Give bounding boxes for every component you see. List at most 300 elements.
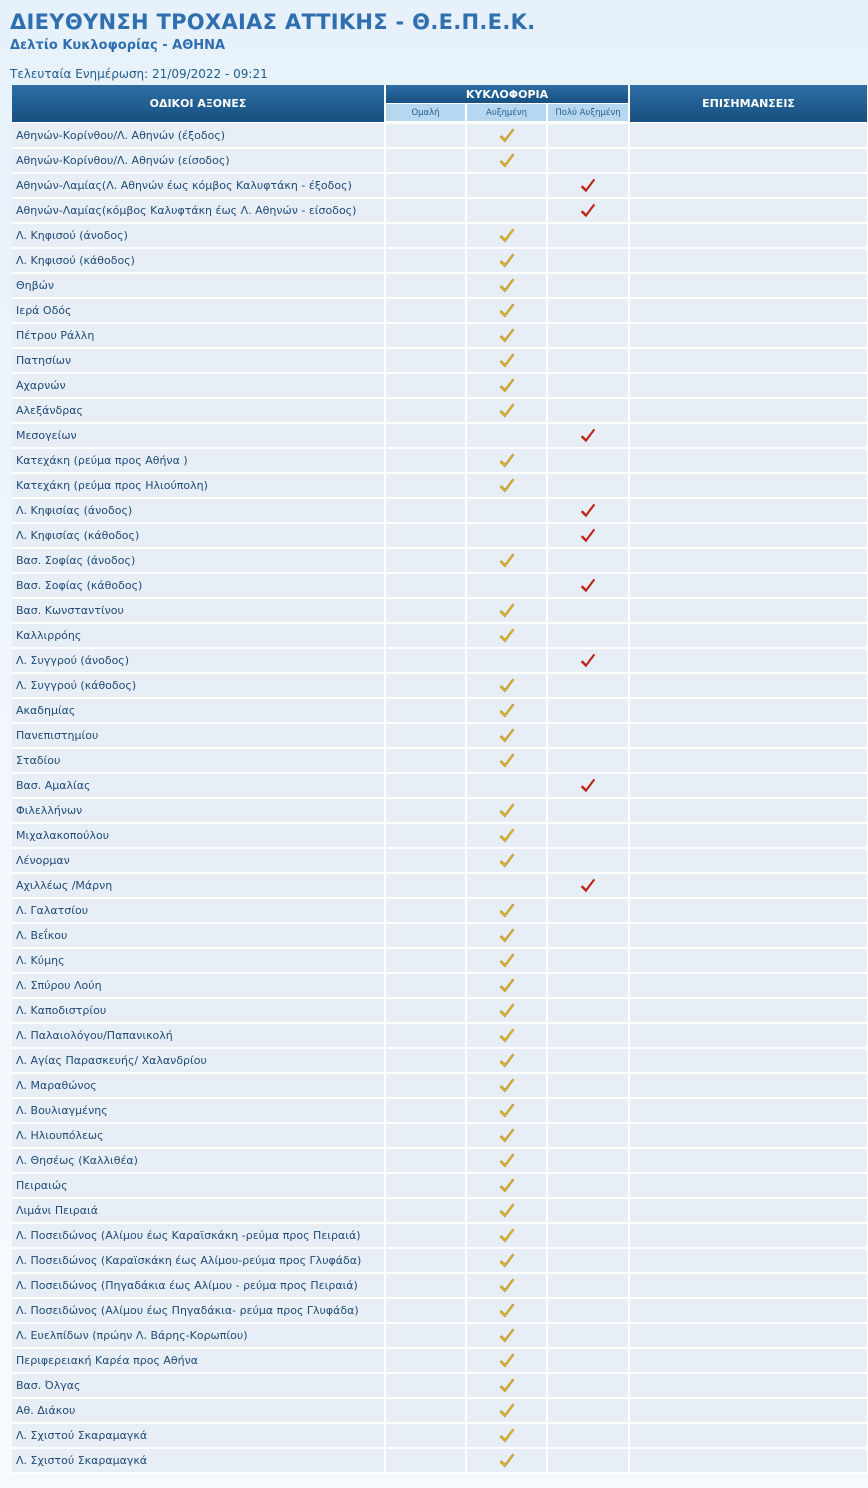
notes-cell xyxy=(629,323,868,348)
page-title: ΔΙΕΥΘΥΝΣΗ ΤΡΟΧΑΙΑΣ ΑΤΤΙΚΗΣ - Θ.Ε.Π.Ε.Κ. xyxy=(10,10,536,34)
subheader-normal: Ομαλή xyxy=(385,104,466,123)
traffic-cell-normal xyxy=(385,1423,466,1448)
table-row xyxy=(12,748,868,773)
traffic-cell-very-increased xyxy=(547,123,629,149)
notes-cell xyxy=(629,1223,868,1248)
table-row xyxy=(12,998,868,1023)
yellow-check-icon xyxy=(498,727,516,745)
yellow-check-icon xyxy=(498,1077,516,1095)
traffic-cell-very-increased xyxy=(547,1148,629,1173)
traffic-cell-normal xyxy=(385,298,466,323)
road-name: Μιχαλακοπούλου xyxy=(12,823,385,848)
table-row xyxy=(12,1023,868,1048)
traffic-cell-increased xyxy=(466,1298,547,1323)
table-row xyxy=(12,1048,868,1073)
yellow-check-icon xyxy=(498,752,516,770)
road-name: Πατησίων xyxy=(12,348,385,373)
traffic-cell-increased xyxy=(466,123,547,149)
traffic-cell-normal xyxy=(385,398,466,423)
road-name: Λ. Βουλιαγμένης xyxy=(12,1098,385,1123)
traffic-cell-very-increased xyxy=(547,1298,629,1323)
traffic-cell-very-increased xyxy=(547,1348,629,1373)
traffic-cell-increased xyxy=(466,1348,547,1373)
yellow-check-icon xyxy=(498,852,516,870)
traffic-cell-very-increased xyxy=(547,648,629,673)
red-check-icon xyxy=(579,877,597,895)
traffic-cell-normal xyxy=(385,1223,466,1248)
traffic-cell-increased xyxy=(466,323,547,348)
last-update-label: Τελευταία Ενημέρωση: xyxy=(10,67,149,81)
road-name: Πανεπιστημίου xyxy=(12,723,385,748)
yellow-check-icon xyxy=(498,602,516,620)
traffic-cell-normal xyxy=(385,1023,466,1048)
traffic-cell-normal xyxy=(385,1348,466,1373)
notes-cell xyxy=(629,923,868,948)
column-header-traffic: ΚΥΚΛΟΦΟΡΙΑ xyxy=(385,85,629,104)
traffic-cell-very-increased xyxy=(547,1223,629,1248)
table-row xyxy=(12,298,868,323)
road-name: Λ. Συγγρού (άνοδος) xyxy=(12,648,385,673)
notes-cell xyxy=(629,823,868,848)
traffic-cell-normal xyxy=(385,598,466,623)
traffic-cell-normal xyxy=(385,1248,466,1273)
traffic-cell-very-increased xyxy=(547,198,629,223)
road-name: Βασ. Αμαλίας xyxy=(12,773,385,798)
notes-cell xyxy=(629,198,868,223)
table-row xyxy=(12,898,868,923)
traffic-cell-normal xyxy=(385,448,466,473)
road-name: Κατεχάκη (ρεύμα προς Ηλιούπολη) xyxy=(12,473,385,498)
traffic-cell-normal xyxy=(385,523,466,548)
traffic-cell-increased xyxy=(466,348,547,373)
traffic-cell-very-increased xyxy=(547,298,629,323)
traffic-cell-very-increased xyxy=(547,1098,629,1123)
table-row xyxy=(12,598,868,623)
traffic-cell-normal xyxy=(385,1098,466,1123)
yellow-check-icon xyxy=(498,1027,516,1045)
traffic-cell-increased xyxy=(466,373,547,398)
yellow-check-icon xyxy=(498,1352,516,1370)
table-row xyxy=(12,123,868,149)
road-name: Πειραιώς xyxy=(12,1173,385,1198)
table-row xyxy=(12,1198,868,1223)
yellow-check-icon xyxy=(498,1127,516,1145)
traffic-cell-very-increased xyxy=(547,348,629,373)
notes-cell xyxy=(629,873,868,898)
page-subtitle: Δελτίο Κυκλοφορίας - ΑΘΗΝΑ xyxy=(10,38,226,53)
traffic-cell-very-increased xyxy=(547,948,629,973)
traffic-cell-normal xyxy=(385,1273,466,1298)
traffic-rows xyxy=(12,123,868,1474)
road-name: Βασ. Σοφίας (άνοδος) xyxy=(12,548,385,573)
traffic-cell-increased xyxy=(466,798,547,823)
yellow-check-icon xyxy=(498,827,516,845)
yellow-check-icon xyxy=(498,327,516,345)
traffic-cell-very-increased xyxy=(547,1198,629,1223)
traffic-cell-very-increased xyxy=(547,723,629,748)
traffic-cell-normal xyxy=(385,698,466,723)
traffic-cell-normal xyxy=(385,1148,466,1173)
notes-cell xyxy=(629,473,868,498)
traffic-cell-very-increased xyxy=(547,1373,629,1398)
yellow-check-icon xyxy=(498,402,516,420)
traffic-cell-normal xyxy=(385,1323,466,1348)
traffic-cell-normal xyxy=(385,1048,466,1073)
traffic-cell-increased xyxy=(466,548,547,573)
notes-cell xyxy=(629,423,868,448)
table-row xyxy=(12,423,868,448)
traffic-cell-increased xyxy=(466,298,547,323)
road-name: Αχιλλέως /Μάρνη xyxy=(12,873,385,898)
traffic-cell-normal xyxy=(385,273,466,298)
traffic-cell-increased xyxy=(466,573,547,598)
road-name: Λ. Κηφισίας (κάθοδος) xyxy=(12,523,385,548)
traffic-cell-increased xyxy=(466,448,547,473)
traffic-cell-increased xyxy=(466,1398,547,1423)
notes-cell xyxy=(629,973,868,998)
yellow-check-icon xyxy=(498,802,516,820)
table-row xyxy=(12,1073,868,1098)
notes-cell xyxy=(629,1348,868,1373)
traffic-cell-normal xyxy=(385,648,466,673)
road-name: Λ. Κηφισού (κάθοδος) xyxy=(12,248,385,273)
yellow-check-icon xyxy=(498,1377,516,1395)
traffic-cell-very-increased xyxy=(547,598,629,623)
table-row xyxy=(12,1323,868,1348)
yellow-check-icon xyxy=(498,952,516,970)
road-name: Μεσογείων xyxy=(12,423,385,448)
notes-cell xyxy=(629,398,868,423)
subheader-very-increased: Πολύ Αυξημένη xyxy=(547,104,629,123)
road-name: Αθηνών-Λαμίας(κόμβος Καλυφτάκη έως Λ. Αθηνών - είσοδος) xyxy=(12,198,385,223)
table-row xyxy=(12,823,868,848)
yellow-check-icon xyxy=(498,902,516,920)
table-row xyxy=(12,173,868,198)
notes-cell xyxy=(629,723,868,748)
red-check-icon xyxy=(579,177,597,195)
traffic-cell-normal xyxy=(385,623,466,648)
red-check-icon xyxy=(579,652,597,670)
traffic-cell-increased xyxy=(466,748,547,773)
traffic-cell-very-increased xyxy=(547,1023,629,1048)
traffic-cell-very-increased xyxy=(547,898,629,923)
table-row xyxy=(12,223,868,248)
last-update-value: 21/09/2022 - 09:21 xyxy=(152,67,268,81)
yellow-check-icon xyxy=(498,1202,516,1220)
notes-cell xyxy=(629,573,868,598)
traffic-cell-normal xyxy=(385,148,466,173)
road-name: Λ. Ευελπίδων (πρώην Λ. Βάρης-Κορωπίου) xyxy=(12,1323,385,1348)
notes-cell xyxy=(629,648,868,673)
table-row xyxy=(12,698,868,723)
notes-cell xyxy=(629,1148,868,1173)
notes-cell xyxy=(629,373,868,398)
traffic-cell-normal xyxy=(385,998,466,1023)
road-name: Λένορμαν xyxy=(12,848,385,873)
road-name: Λ. Ποσειδώνος (Αλίμου έως Πηγαδάκια- ρεύμα προς Γλυφάδα) xyxy=(12,1298,385,1323)
traffic-cell-very-increased xyxy=(547,998,629,1023)
yellow-check-icon xyxy=(498,1152,516,1170)
traffic-cell-increased xyxy=(466,1073,547,1098)
table-row xyxy=(12,148,868,173)
notes-cell xyxy=(629,448,868,473)
yellow-check-icon xyxy=(498,127,516,145)
road-name: Λ. Παλαιολόγου/Παπανικολή xyxy=(12,1023,385,1048)
traffic-cell-increased xyxy=(466,1198,547,1223)
road-name: Λ. Θησέως (Καλλιθέα) xyxy=(12,1148,385,1173)
traffic-cell-increased xyxy=(466,1273,547,1298)
table-row xyxy=(12,1173,868,1198)
traffic-cell-very-increased xyxy=(547,173,629,198)
traffic-cell-very-increased xyxy=(547,273,629,298)
subheader-increased: Αυξημένη xyxy=(466,104,547,123)
table-row xyxy=(12,1423,868,1448)
traffic-cell-increased xyxy=(466,498,547,523)
road-name: Βασ. Σοφίας (κάθοδος) xyxy=(12,573,385,598)
yellow-check-icon xyxy=(498,1402,516,1420)
road-name: Αθηνών-Λαμίας(Λ. Αθηνών έως κόμβος Καλυφτάκη - έξοδος) xyxy=(12,173,385,198)
red-check-icon xyxy=(579,202,597,220)
table-row xyxy=(12,1398,868,1423)
traffic-cell-increased xyxy=(466,223,547,248)
traffic-cell-increased xyxy=(466,1023,547,1048)
traffic-cell-very-increased xyxy=(547,473,629,498)
yellow-check-icon xyxy=(498,1302,516,1320)
notes-cell xyxy=(629,498,868,523)
traffic-cell-normal xyxy=(385,923,466,948)
notes-cell xyxy=(629,748,868,773)
notes-cell xyxy=(629,1048,868,1073)
traffic-cell-very-increased xyxy=(547,973,629,998)
traffic-cell-increased xyxy=(466,598,547,623)
yellow-check-icon xyxy=(498,677,516,695)
traffic-cell-increased xyxy=(466,1123,547,1148)
traffic-cell-increased xyxy=(466,773,547,798)
table-row xyxy=(12,523,868,548)
traffic-cell-normal xyxy=(385,1298,466,1323)
table-row xyxy=(12,948,868,973)
road-name: Αθ. Διάκου xyxy=(12,1398,385,1423)
yellow-check-icon xyxy=(498,227,516,245)
table-row xyxy=(12,248,868,273)
notes-cell xyxy=(629,1423,868,1448)
traffic-cell-very-increased xyxy=(547,1423,629,1448)
table-row xyxy=(12,1248,868,1273)
traffic-cell-normal xyxy=(385,1123,466,1148)
table-row xyxy=(12,973,868,998)
notes-cell xyxy=(629,223,868,248)
traffic-cell-very-increased xyxy=(547,873,629,898)
table-row xyxy=(12,923,868,948)
traffic-cell-normal xyxy=(385,773,466,798)
yellow-check-icon xyxy=(498,477,516,495)
traffic-cell-increased xyxy=(466,1448,547,1473)
traffic-cell-normal xyxy=(385,798,466,823)
table-row xyxy=(12,1223,868,1248)
notes-cell xyxy=(629,598,868,623)
traffic-cell-very-increased xyxy=(547,1048,629,1073)
traffic-cell-very-increased xyxy=(547,1398,629,1423)
table-row xyxy=(12,323,868,348)
traffic-cell-very-increased xyxy=(547,573,629,598)
traffic-cell-very-increased xyxy=(547,798,629,823)
road-name: Λ. Κηφισού (άνοδος) xyxy=(12,223,385,248)
yellow-check-icon xyxy=(498,552,516,570)
traffic-cell-increased xyxy=(466,248,547,273)
notes-cell xyxy=(629,548,868,573)
traffic-cell-increased xyxy=(466,998,547,1023)
table-row xyxy=(12,273,868,298)
traffic-cell-very-increased xyxy=(547,498,629,523)
traffic-cell-very-increased xyxy=(547,248,629,273)
yellow-check-icon xyxy=(498,1002,516,1020)
traffic-cell-increased xyxy=(466,423,547,448)
table-row xyxy=(12,623,868,648)
notes-cell xyxy=(629,798,868,823)
notes-cell xyxy=(629,848,868,873)
traffic-cell-normal xyxy=(385,348,466,373)
road-name: Λ. Σχιστού Σκαραμαγκά xyxy=(12,1448,385,1473)
red-check-icon xyxy=(579,777,597,795)
traffic-cell-normal xyxy=(385,673,466,698)
traffic-cell-increased xyxy=(466,673,547,698)
notes-cell xyxy=(629,123,868,149)
road-name: Λ. Ηλιουπόλεως xyxy=(12,1123,385,1148)
traffic-cell-normal xyxy=(385,1373,466,1398)
traffic-cell-normal xyxy=(385,1198,466,1223)
traffic-cell-very-increased xyxy=(547,923,629,948)
road-name: Λ. Σχιστού Σκαραμαγκά xyxy=(12,1423,385,1448)
notes-cell xyxy=(629,1198,868,1223)
road-name: Λ. Σπύρου Λούη xyxy=(12,973,385,998)
traffic-cell-increased xyxy=(466,1373,547,1398)
traffic-cell-very-increased xyxy=(547,148,629,173)
traffic-cell-normal xyxy=(385,748,466,773)
road-name: Αθηνών-Κορίνθου/Λ. Αθηνών (έξοδος) xyxy=(12,123,385,149)
traffic-cell-very-increased xyxy=(547,848,629,873)
road-name: Βασ. Όλγας xyxy=(12,1373,385,1398)
red-check-icon xyxy=(579,502,597,520)
traffic-cell-normal xyxy=(385,123,466,149)
road-name: Θηβών xyxy=(12,273,385,298)
traffic-cell-increased xyxy=(466,148,547,173)
notes-cell xyxy=(629,698,868,723)
yellow-check-icon xyxy=(498,452,516,470)
road-name: Λιμάνι Πειραιά xyxy=(12,1198,385,1223)
traffic-cell-increased xyxy=(466,648,547,673)
table-row xyxy=(12,573,868,598)
traffic-cell-increased xyxy=(466,198,547,223)
traffic-cell-very-increased xyxy=(547,698,629,723)
traffic-cell-increased xyxy=(466,173,547,198)
road-name: Καλλιρρόης xyxy=(12,623,385,648)
traffic-cell-normal xyxy=(385,473,466,498)
traffic-cell-normal xyxy=(385,1073,466,1098)
road-name: Κατεχάκη (ρεύμα προς Αθήνα ) xyxy=(12,448,385,473)
traffic-cell-normal xyxy=(385,248,466,273)
traffic-cell-very-increased xyxy=(547,548,629,573)
red-check-icon xyxy=(579,427,597,445)
road-name: Πέτρου Ράλλη xyxy=(12,323,385,348)
traffic-cell-normal xyxy=(385,498,466,523)
traffic-cell-increased xyxy=(466,723,547,748)
traffic-cell-increased xyxy=(466,398,547,423)
yellow-check-icon xyxy=(498,277,516,295)
notes-cell xyxy=(629,1248,868,1273)
road-name: Βασ. Κωνσταντίνου xyxy=(12,598,385,623)
traffic-cell-increased xyxy=(466,1148,547,1173)
table-row xyxy=(12,1098,868,1123)
table-row xyxy=(12,198,868,223)
road-name: Λ. Συγγρού (κάθοδος) xyxy=(12,673,385,698)
road-name: Λ. Ποσειδώνος (Αλίμου έως Καραϊσκάκη -ρεύμα προς Πειραιά) xyxy=(12,1223,385,1248)
road-name: Αχαρνών xyxy=(12,373,385,398)
traffic-cell-normal xyxy=(385,1173,466,1198)
traffic-cell-very-increased xyxy=(547,623,629,648)
road-name: Περιφερειακή Καρέα προς Αθήνα xyxy=(12,1348,385,1373)
table-row xyxy=(12,1448,868,1473)
yellow-check-icon xyxy=(498,352,516,370)
traffic-cell-normal xyxy=(385,1448,466,1473)
notes-cell xyxy=(629,1398,868,1423)
traffic-cell-very-increased xyxy=(547,1448,629,1473)
notes-cell xyxy=(629,173,868,198)
table-row xyxy=(12,548,868,573)
road-name: Σταδίου xyxy=(12,748,385,773)
traffic-cell-very-increased xyxy=(547,448,629,473)
traffic-cell-very-increased xyxy=(547,823,629,848)
traffic-cell-increased xyxy=(466,823,547,848)
table-row xyxy=(12,448,868,473)
road-name: Λ. Κηφισίας (άνοδος) xyxy=(12,498,385,523)
yellow-check-icon xyxy=(498,1277,516,1295)
yellow-check-icon xyxy=(498,252,516,270)
yellow-check-icon xyxy=(498,927,516,945)
notes-cell xyxy=(629,673,868,698)
traffic-cell-normal xyxy=(385,1398,466,1423)
traffic-cell-very-increased xyxy=(547,1323,629,1348)
traffic-cell-increased xyxy=(466,473,547,498)
notes-cell xyxy=(629,1023,868,1048)
traffic-cell-very-increased xyxy=(547,1073,629,1098)
traffic-cell-increased xyxy=(466,1323,547,1348)
yellow-check-icon xyxy=(498,977,516,995)
table-row xyxy=(12,673,868,698)
yellow-check-icon xyxy=(498,1052,516,1070)
road-name: Λ. Μαραθώνος xyxy=(12,1073,385,1098)
notes-cell xyxy=(629,1123,868,1148)
traffic-cell-increased xyxy=(466,923,547,948)
traffic-cell-increased xyxy=(466,1098,547,1123)
road-name: Λ. Βεΐκου xyxy=(12,923,385,948)
notes-cell xyxy=(629,148,868,173)
table-row xyxy=(12,473,868,498)
traffic-cell-normal xyxy=(385,873,466,898)
road-name: Λ. Κύμης xyxy=(12,948,385,973)
traffic-cell-increased xyxy=(466,973,547,998)
table-row xyxy=(12,498,868,523)
notes-cell xyxy=(629,773,868,798)
traffic-cell-normal xyxy=(385,848,466,873)
traffic-cell-increased xyxy=(466,1423,547,1448)
traffic-cell-normal xyxy=(385,373,466,398)
traffic-cell-increased xyxy=(466,1248,547,1273)
traffic-cell-very-increased xyxy=(547,773,629,798)
table-row xyxy=(12,1373,868,1398)
road-name: Λ. Καποδιστρίου xyxy=(12,998,385,1023)
yellow-check-icon xyxy=(498,1227,516,1245)
notes-cell xyxy=(629,348,868,373)
